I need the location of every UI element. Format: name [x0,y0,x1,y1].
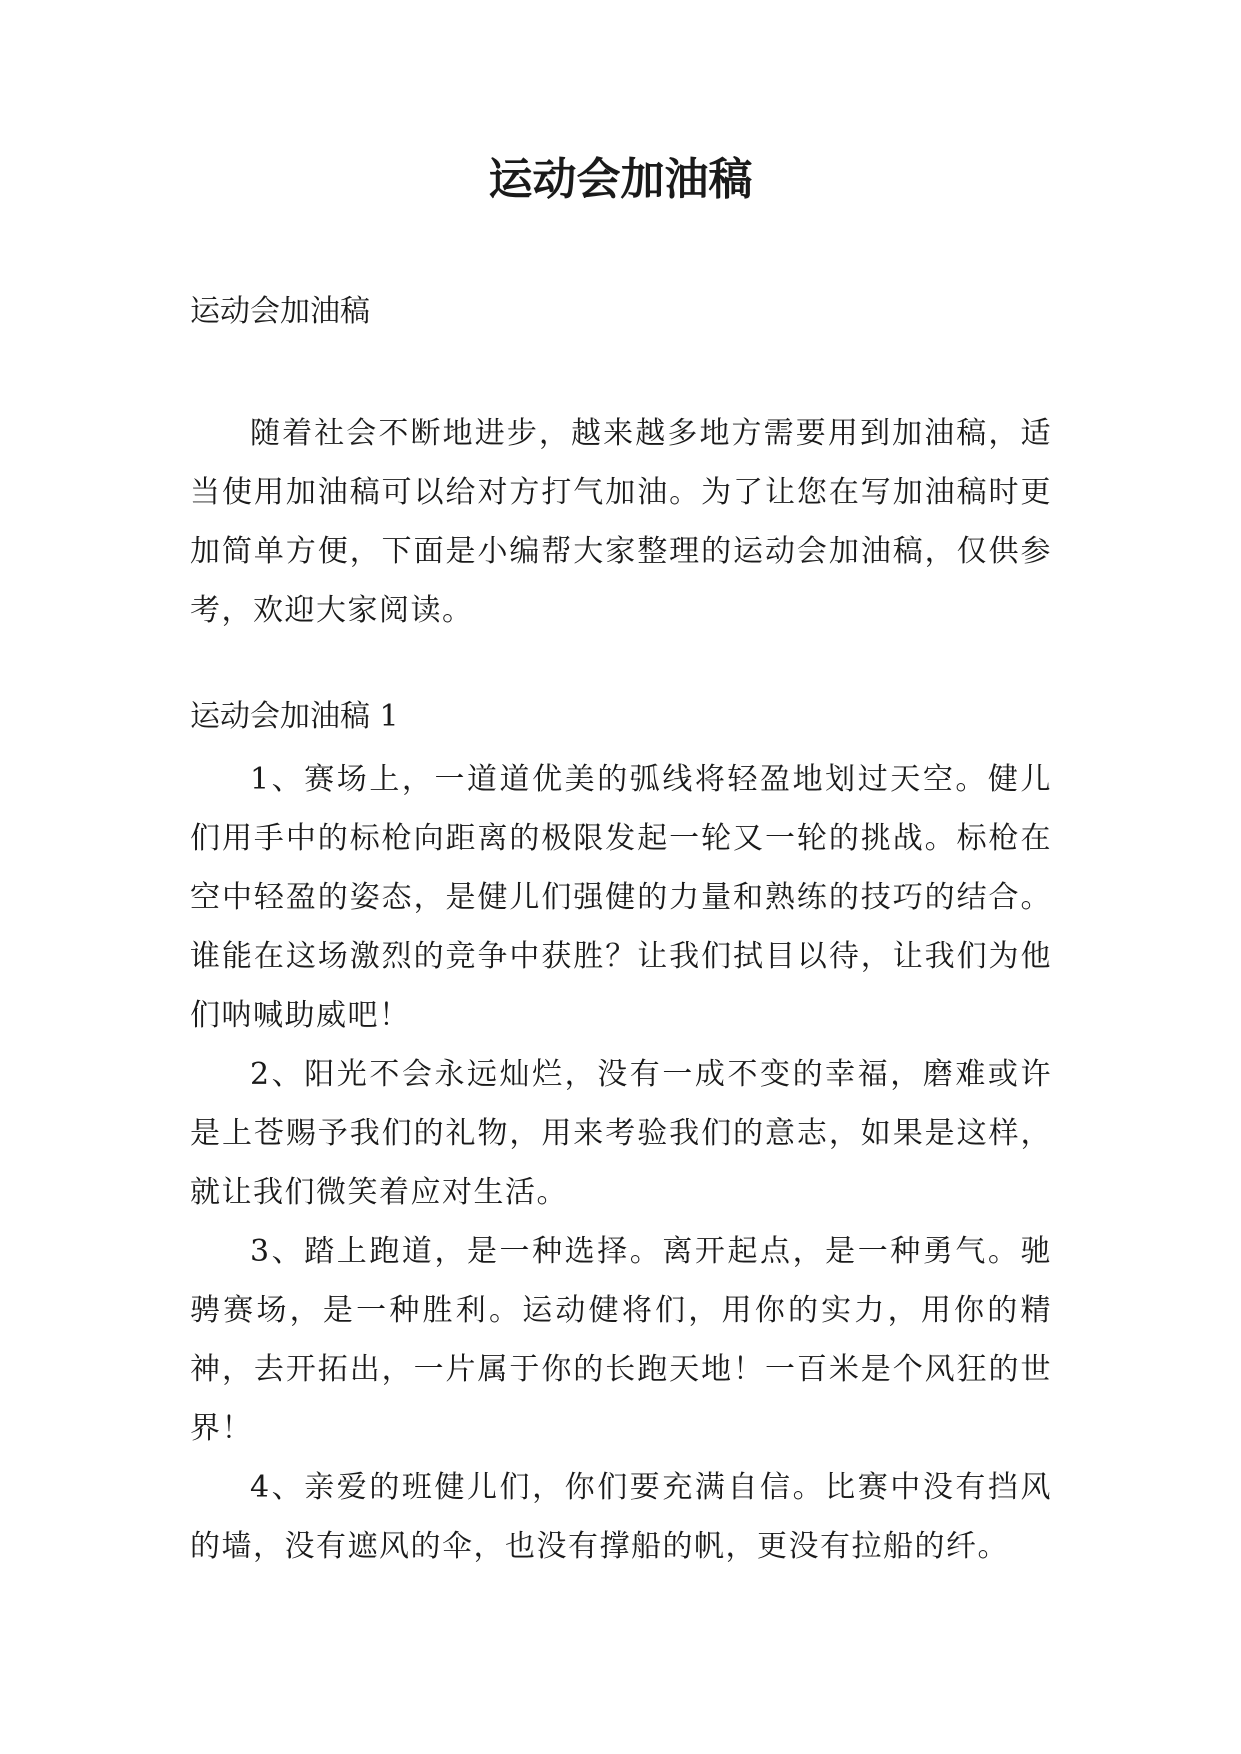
section-heading: 运动会加油稿 1 [190,699,399,734]
cheer-item-4: 4、亲爱的班健儿们，你们要充满自信。比赛中没有挡风的墙，没有遮风的伞，也没有撑船的帆，更没有拉船的纤。 [190,1470,1052,1564]
document-title: 运动会加油稿 [488,154,753,205]
cheer-item-1: 1、赛场上，一道道优美的弧线将轻盈地划过天空。健儿们用手中的标枪向距离的极限发起一轮又一轮的挑战。标枪在空中轻盈的姿态，是健儿们强健的力量和熟练的技巧的结合。谁能在这场激烈的竞争中获胜？让我们拭目以待，让我们为他们呐喊助威吧！ [190,762,1052,1033]
document-subtitle: 运动会加油稿 [190,294,370,329]
cheer-items-list [190,750,1052,1576]
cheer-item-2: 2、阳光不会永远灿烂，没有一成不变的幸福，磨难或许是上苍赐予我们的礼物，用来考验我们的意志，如果是这样，就让我们微笑着应对生活。 [190,1057,1052,1210]
intro-paragraph: 随着社会不断地进步，越来越多地方需要用到加油稿，适当使用加油稿可以给对方打气加油。为了让您在写加油稿时更加简单方便，下面是小编帮大家整理的运动会加油稿，仅供参考，欢迎大家阅读。 [190,416,1052,628]
cheer-item-3: 3、踏上跑道，是一种选择。离开起点，是一种勇气。驰骋赛场，是一种胜利。运动健将们，用你的实力，用你的精神，去开拓出，一片属于你的长跑天地！一百米是个风狂的世界！ [190,1234,1052,1446]
